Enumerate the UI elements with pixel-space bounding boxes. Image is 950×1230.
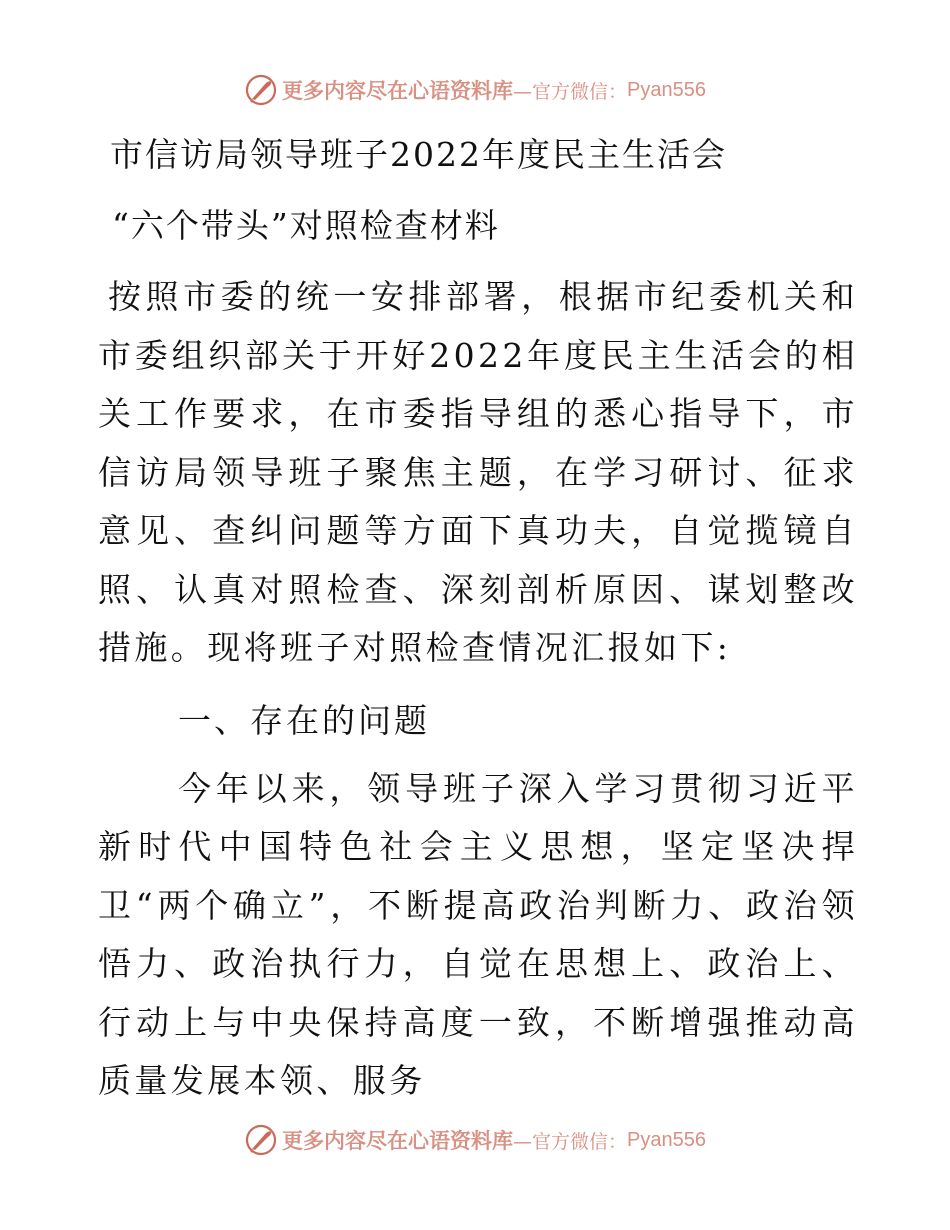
watermark-brand-text: 更多内容尽在心语资料库 <box>282 1128 513 1153</box>
watermark-handle-text: Pyan556 <box>627 78 706 101</box>
quill-pen-logo-icon <box>244 1123 278 1157</box>
document-body <box>98 120 858 1111</box>
document-title: 市信访局领导班子2022年度民主生活会 <box>110 135 727 174</box>
watermark-banner-top <box>0 70 950 110</box>
watermark-banner-bottom <box>0 1120 950 1160</box>
section-heading: 一、存在的问题 <box>178 700 430 740</box>
watermark-handle-text: Pyan556 <box>627 1128 706 1151</box>
watermark-brand-text: 更多内容尽在心语资料库 <box>282 78 513 103</box>
watermark-separator-text: —官方微信： <box>513 1130 628 1153</box>
quill-pen-logo-icon <box>244 73 278 107</box>
intro-paragraph: 按照市委的统一安排部署，根据市纪委机关和市委组织部关于开好2022年度民主生活会的相关工作要求，在市委指导组的悉心指导下，市信访局领导班子聚焦主题，在学习研讨、征求意见、查纠问题等方面下真功夫，自觉揽镜自照、认真对照检查、深刻剖析原因、谋划整改措施。现将班子对照检查情况汇报如下: <box>98 277 858 667</box>
document-subtitle: “六个带头”对照检查材料 <box>112 206 500 245</box>
section-paragraph: 今年以来，领导班子深入学习贯彻习近平新时代中国特色社会主义思想，坚定坚决捍卫“两个确立”，不断提高政治判断力、政治领悟力、政治执行力，自觉在思想上、政治上、行动上与中央保持高度一致，不断增强推动高质量发展本领、服务 <box>98 768 858 1100</box>
watermark-separator-text: —官方微信： <box>513 80 628 103</box>
